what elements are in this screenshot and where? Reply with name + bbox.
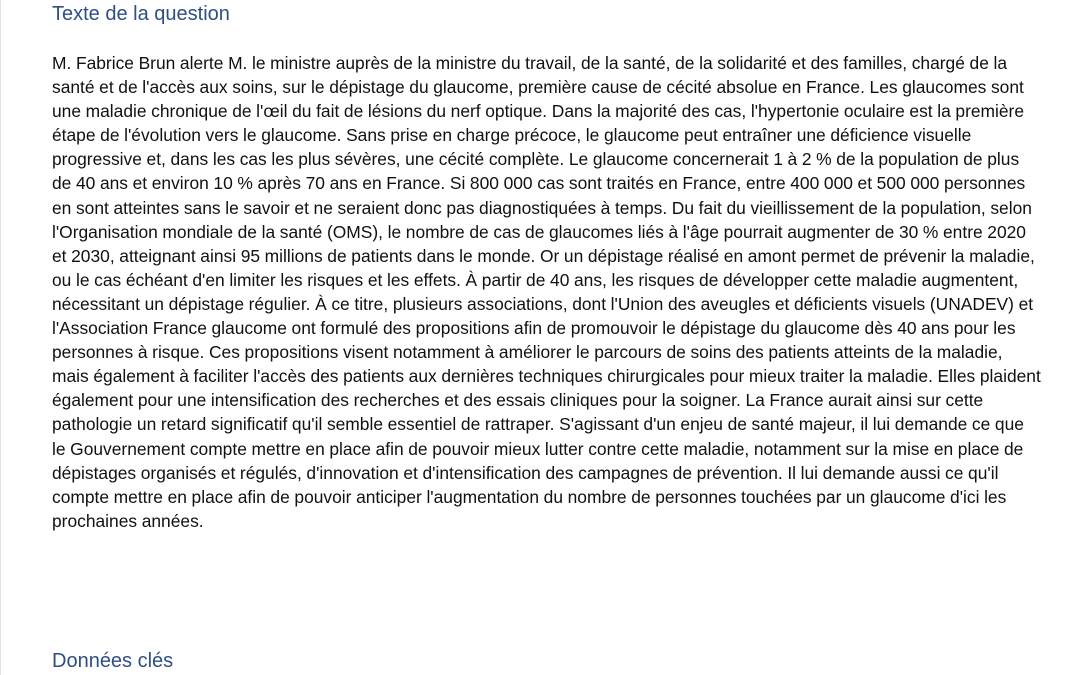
question-text-body: M. Fabrice Brun alerte M. le ministre auprès de la ministre du travail, de la santé, de la solidarité et des familles, chargé de la santé et de l'accès aux soins, sur le dépistage du glaucome, première cause de cécité absolue en France. Les glaucomes sont une maladie chronique de l'œil du fait de lésions du nerf optique. Dans la majorité des cas, l'hypertonie oculaire est la première étape de l'évolution vers le glaucome. Sans prise en charge précoce, le glaucome peut entraîner une déficience visuelle progressive et, dans les cas les plus sévères, une cécité complète. Le glaucome concernerait 1 à 2 % de la population de plus de 40 ans et environ 10 % après 70 ans en France. Si 800 000 cas sont traités en France, entre 400 000 et 500 000 personnes en sont atteintes sans le savoir et ne seraient donc pas diagnostiquées à temps. Du fait du vieillissement de la population, selon l'Organisation mondiale de la santé (OMS), le nombre de cas de glaucomes liés à l'âge pourrait augmenter de 30 % entre 2020 et 2030, atteignant ainsi 95 millions de patients dans le monde. Or un dépistage réalisé en amont permet de prévenir la maladie, ou le cas échéant d'en limiter les risques et les effets. À partir de 40 ans, les risques de développer cette maladie augmentent, nécessitant un dépistage régulier. À ce titre, plusieurs associations, dont l'Union des aveugles et déficients visuels (UNADEV) et l'Association France glaucome ont formulé des propositions afin de promouvoir le dépistage du glaucome dès 40 ans pour les personnes à risque. Ces propositions visent notamment à améliorer le parcours de soins des patients atteints de la maladie, mais également à faciliter l'accès des patients aux dernières techniques chirurgicales pour mieux traiter la maladie. Elles plaident également pour une intensification des recherches et des essais cliniques pour la soigner. La France aurait ainsi sur cette pathologie un retard significatif qu'il semble essentiel de rattraper. S'agissant d'un enjeu de santé majeur, il lui demande ce que le Gouvernement compte mettre en place afin de pouvoir mieux lutter contre cette maladie, notamment sur la mise en place de dépistages organisés et régulés, d'innovation et d'intensification des campagnes de prévention. Il lui demande aussi ce qu'il compte mettre en place afin de pouvoir anticiper l'augmentation du nombre de personnes touchées par un glaucome d'ici les prochaines années.	[52, 53, 1041, 531]
key-data-section	[52, 649, 1042, 673]
page-left-border	[0, 0, 1, 675]
key-data-section-title: Données clés	[52, 650, 174, 672]
question-section	[52, 2, 1042, 533]
question-section-title: Texte de la question	[52, 3, 230, 25]
